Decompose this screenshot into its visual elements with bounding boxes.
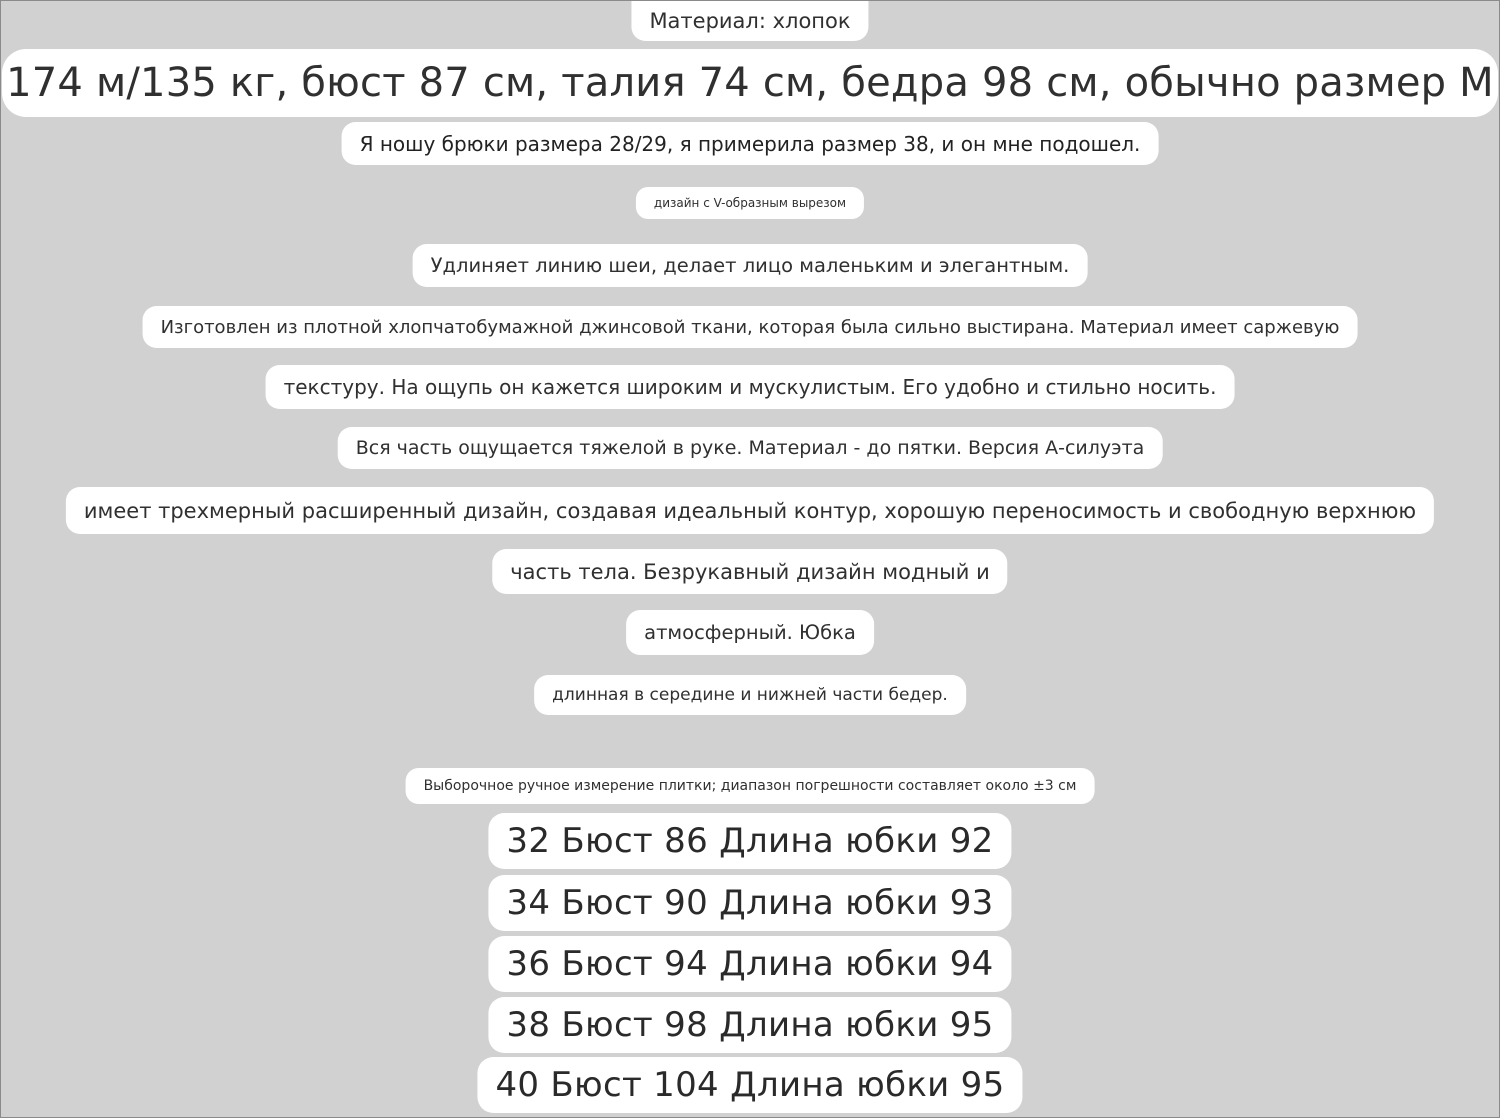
size-row: 38 Бюст 98 Длина юбки 95 <box>488 997 1011 1053</box>
size-row: 32 Бюст 86 Длина юбки 92 <box>488 813 1011 869</box>
model-measurements: 174 м/135 кг, бюст 87 см, талия 74 см, бедра 98 см, обычно размер М <box>2 49 1498 117</box>
size-row: 36 Бюст 94 Длина юбки 94 <box>488 936 1011 992</box>
design-title: дизайн с V-образным вырезом <box>636 187 864 219</box>
fit-note: Я ношу брюки размера 28/29, я примерила размер 38, и он мне подошел. <box>342 122 1159 165</box>
description-line: текстуру. На ощупь он кажется широким и мускулистым. Его удобно и стильно носить. <box>266 365 1235 409</box>
description-line: часть тела. Безрукавный дизайн модный и <box>492 549 1007 594</box>
material-label: Материал: хлопок <box>631 1 868 41</box>
description-line: длинная в середине и нижней части бедер. <box>534 675 966 715</box>
size-row: 34 Бюст 90 Длина юбки 93 <box>488 875 1011 931</box>
description-line: Вся часть ощущается тяжелой в руке. Материал - до пятки. Версия А-силуэта <box>338 427 1163 469</box>
description-line: атмосферный. Юбка <box>626 610 874 655</box>
size-row: 40 Бюст 104 Длина юбки 95 <box>477 1057 1022 1113</box>
measurement-note: Выборочное ручное измерение плитки; диапазон погрешности составляет около ±3 см <box>406 768 1095 804</box>
description-line: имеет трехмерный расширенный дизайн, создавая идеальный контур, хорошую переносимость и свободную верхнюю <box>66 487 1434 534</box>
description-line: Изготовлен из плотной хлопчатобумажной джинсовой ткани, которая была сильно выстирана. Материал имеет саржевую <box>143 306 1358 348</box>
neck-note: Удлиняет линию шеи, делает лицо маленьким и элегантным. <box>413 244 1088 287</box>
